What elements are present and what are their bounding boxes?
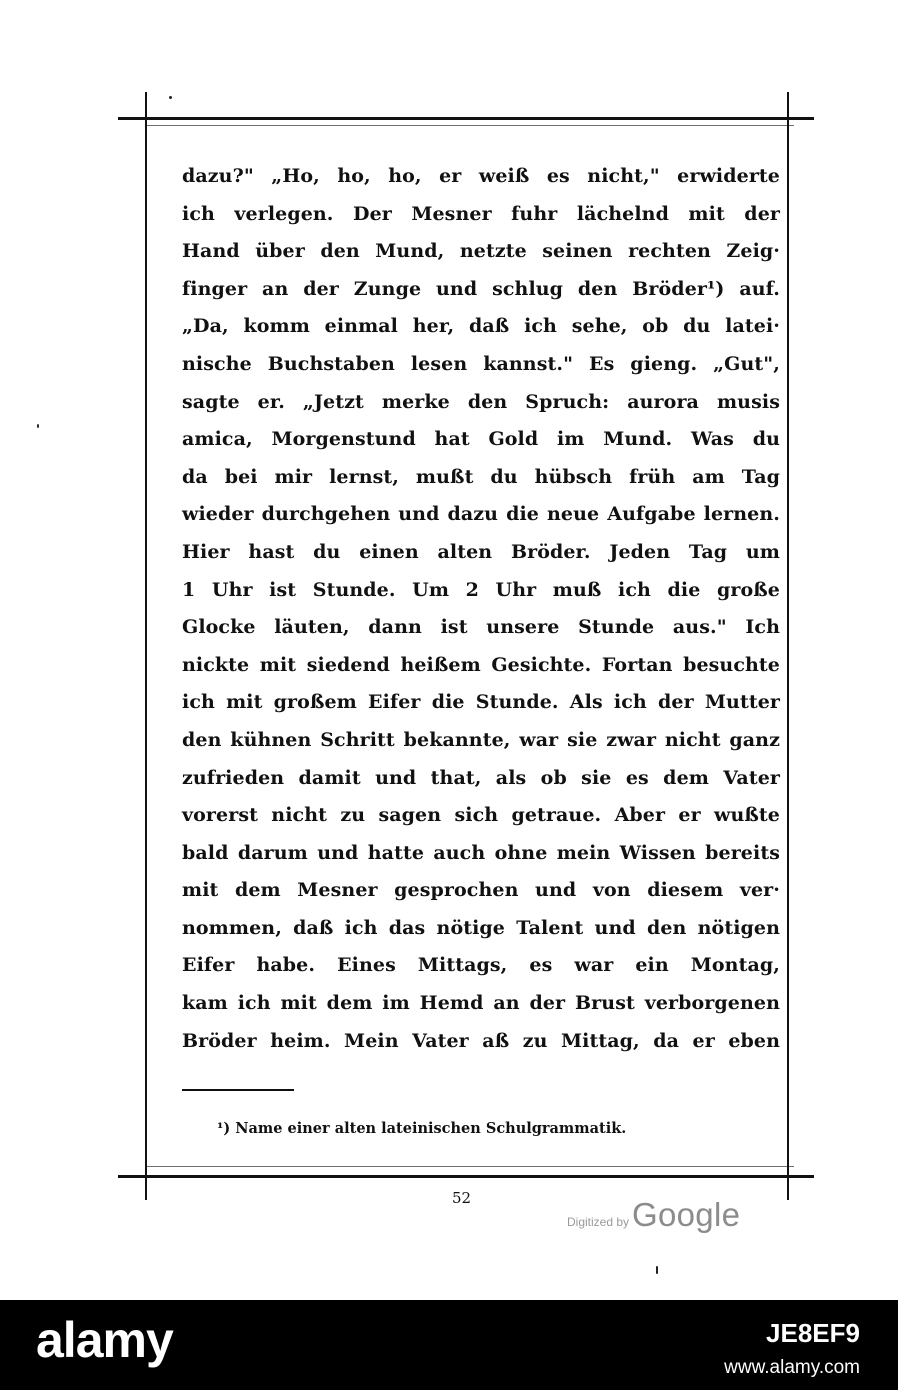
top-rule-secondary [146, 125, 794, 126]
body-text [182, 158, 780, 1060]
body-line: kam ich mit dem im Hemd an der Brust verborgenen [182, 992, 780, 1015]
image-id: JE8EF9 [766, 1318, 860, 1348]
body-line: sagte er. „Jetzt merke den Spruch: aurora musis [182, 390, 780, 413]
body-line: den kühnen Schritt bekannte, war sie zwar nicht ganz [182, 728, 780, 751]
body-line: wieder durchgehen und dazu die neue Aufgabe lernen. [182, 503, 780, 526]
speck-mark [656, 1266, 658, 1274]
left-border [145, 92, 147, 1200]
body-line: Hier hast du einen alten Bröder. Jeden Tag um [182, 540, 780, 563]
body-line: ich mit großem Eifer die Stunde. Als ich der Mutter [182, 691, 780, 714]
alamy-logo: alamy [36, 1312, 173, 1368]
digitized-by-google [567, 1196, 740, 1234]
body-line: ich verlegen. Der Mesner fuhr lächelnd mit der [182, 202, 780, 225]
bottom-rule-secondary [146, 1166, 794, 1167]
body-line: vorerst nicht zu sagen sich getraue. Aber er wußte [182, 804, 780, 827]
body-line: da bei mir lernst, mußt du hübsch früh am Tag [182, 465, 780, 488]
footnote-separator [182, 1089, 294, 1091]
body-line: Hand über den Mund, netzte seinen rechten Zeig· [182, 240, 780, 263]
body-line: nickte mit siedend heißem Gesichte. Fortan besuchte [182, 653, 780, 676]
source-url: www.alamy.com [724, 1357, 860, 1378]
digitized-prefix: Digitized by [567, 1215, 630, 1229]
body-line: „Da, komm einmal her, daß ich sehe, ob du latei· [182, 315, 780, 338]
body-line: nommen, daß ich das nötige Talent und den nötigen [182, 916, 780, 939]
right-border [787, 92, 789, 1200]
body-line: 1 Uhr ist Stunde. Um 2 Uhr muß ich die große [182, 578, 780, 601]
body-line: nische Buchstaben lesen kannst." Es gieng. „Gut", [182, 352, 780, 375]
body-line: Glocke läuten, dann ist unsere Stunde aus." Ich [182, 616, 780, 639]
bottom-rule [118, 1175, 814, 1178]
body-line: Bröder heim. Mein Vater aß zu Mittag, da er eben [182, 1029, 780, 1052]
body-line: Eifer habe. Eines Mittags, es war ein Montag, [182, 954, 780, 977]
page-number: 52 [452, 1189, 472, 1207]
body-line: mit dem Mesner gesprochen und von diesem ver· [182, 879, 780, 902]
body-line: finger an der Zunge und schlug den Bröder¹) auf. [182, 277, 780, 300]
top-rule [118, 117, 814, 120]
body-line: bald darum und hatte auch ohne mein Wissen bereits [182, 841, 780, 864]
footnote: ¹) Name einer alten lateinischen Schulgrammatik. [217, 1120, 627, 1137]
speck-mark [169, 96, 172, 99]
body-line: dazu?" „Ho, ho, ho, er weiß es nicht," erwiderte [182, 165, 780, 187]
body-line: zufrieden damit und that, als ob sie es dem Vater [182, 766, 780, 789]
body-line: amica, Morgenstund hat Gold im Mund. Was du [182, 428, 780, 451]
google-logo: Google [632, 1196, 741, 1233]
speck-mark [37, 424, 39, 428]
